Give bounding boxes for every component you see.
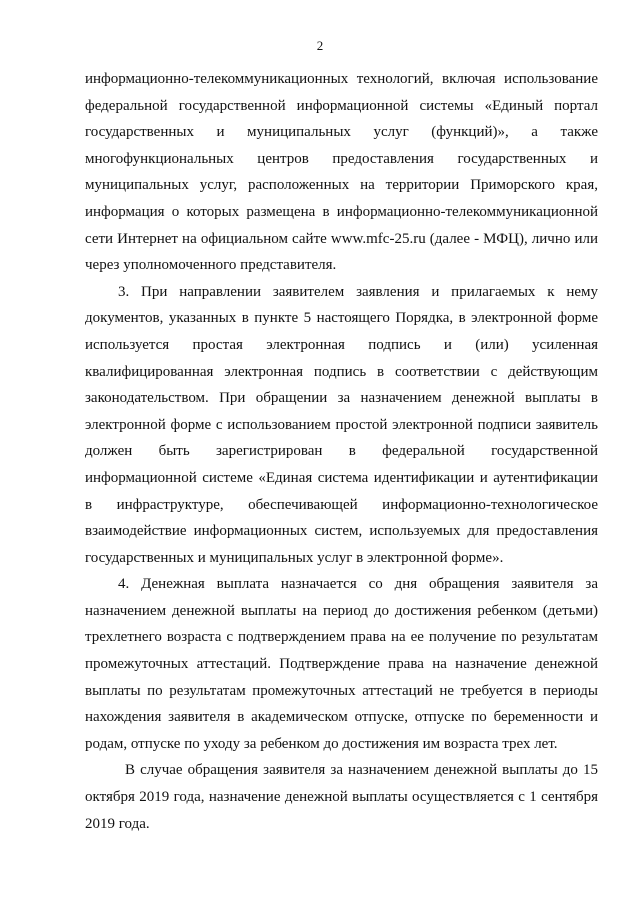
paragraph-item-3: 3. При направлении заявителем заявления и прилагаемых к нему документов, указанных в пункте 5 настоящего Порядка, в электронной форме используется простая электронная подпись и (или) усиленная квалифицированная электронная подпись в соответствии с действующим законодательством. При обращении за назначением денежной выплаты в электронной форме с использованием простой электронной подписи заявитель должен быть зарегистрирован в федеральной государственной информационной системе «Единая система идентификации и аутентификации в инфраструктуре, обеспечивающей информационно-технологическое взаимодействие информационных систем, используемых для предоставления государственных и муниципальных услуг в электронной форме». (85, 283, 598, 566)
page-number: 2 (316, 38, 324, 53)
document-body (85, 66, 598, 837)
paragraph-note: В случае обращения заявителя за назначением денежной выплаты до 15 октября 2019 года, назначение денежной выплаты осуществляется с 1 сентября 2019 года. (85, 762, 598, 832)
paragraph-item-4: 4. Денежная выплата назначается со дня обращения заявителя за назначением денежной выплаты на период до достижения ребенком (детьми) трехлетнего возраста с подтверждением права на ее получение по результатам промежуточных аттестаций. Подтверждение права на назначение денежной выплаты по результатам промежуточных аттестаций не требуется в периоды нахождения заявителя в академическом отпуске, отпуске по беременности и родам, отпуске по уходу за ребенком до достижения им возраста трех лет. (85, 576, 598, 752)
paragraph-continuation: информационно-телекоммуникационных технологий, включая использование федеральной государственной информационной системы «Единый портал государственных и муниципальных услуг (функций)», а также многофункциональных центров предоставления государственных и муниципальных услуг, расположенных на территории Приморского края, информация о которых размещена в информационно-телекоммуникационной сети Интернет на официальном сайте www.mfc-25.ru (далее - МФЦ), лично или через уполномоченного представителя. (85, 71, 598, 274)
